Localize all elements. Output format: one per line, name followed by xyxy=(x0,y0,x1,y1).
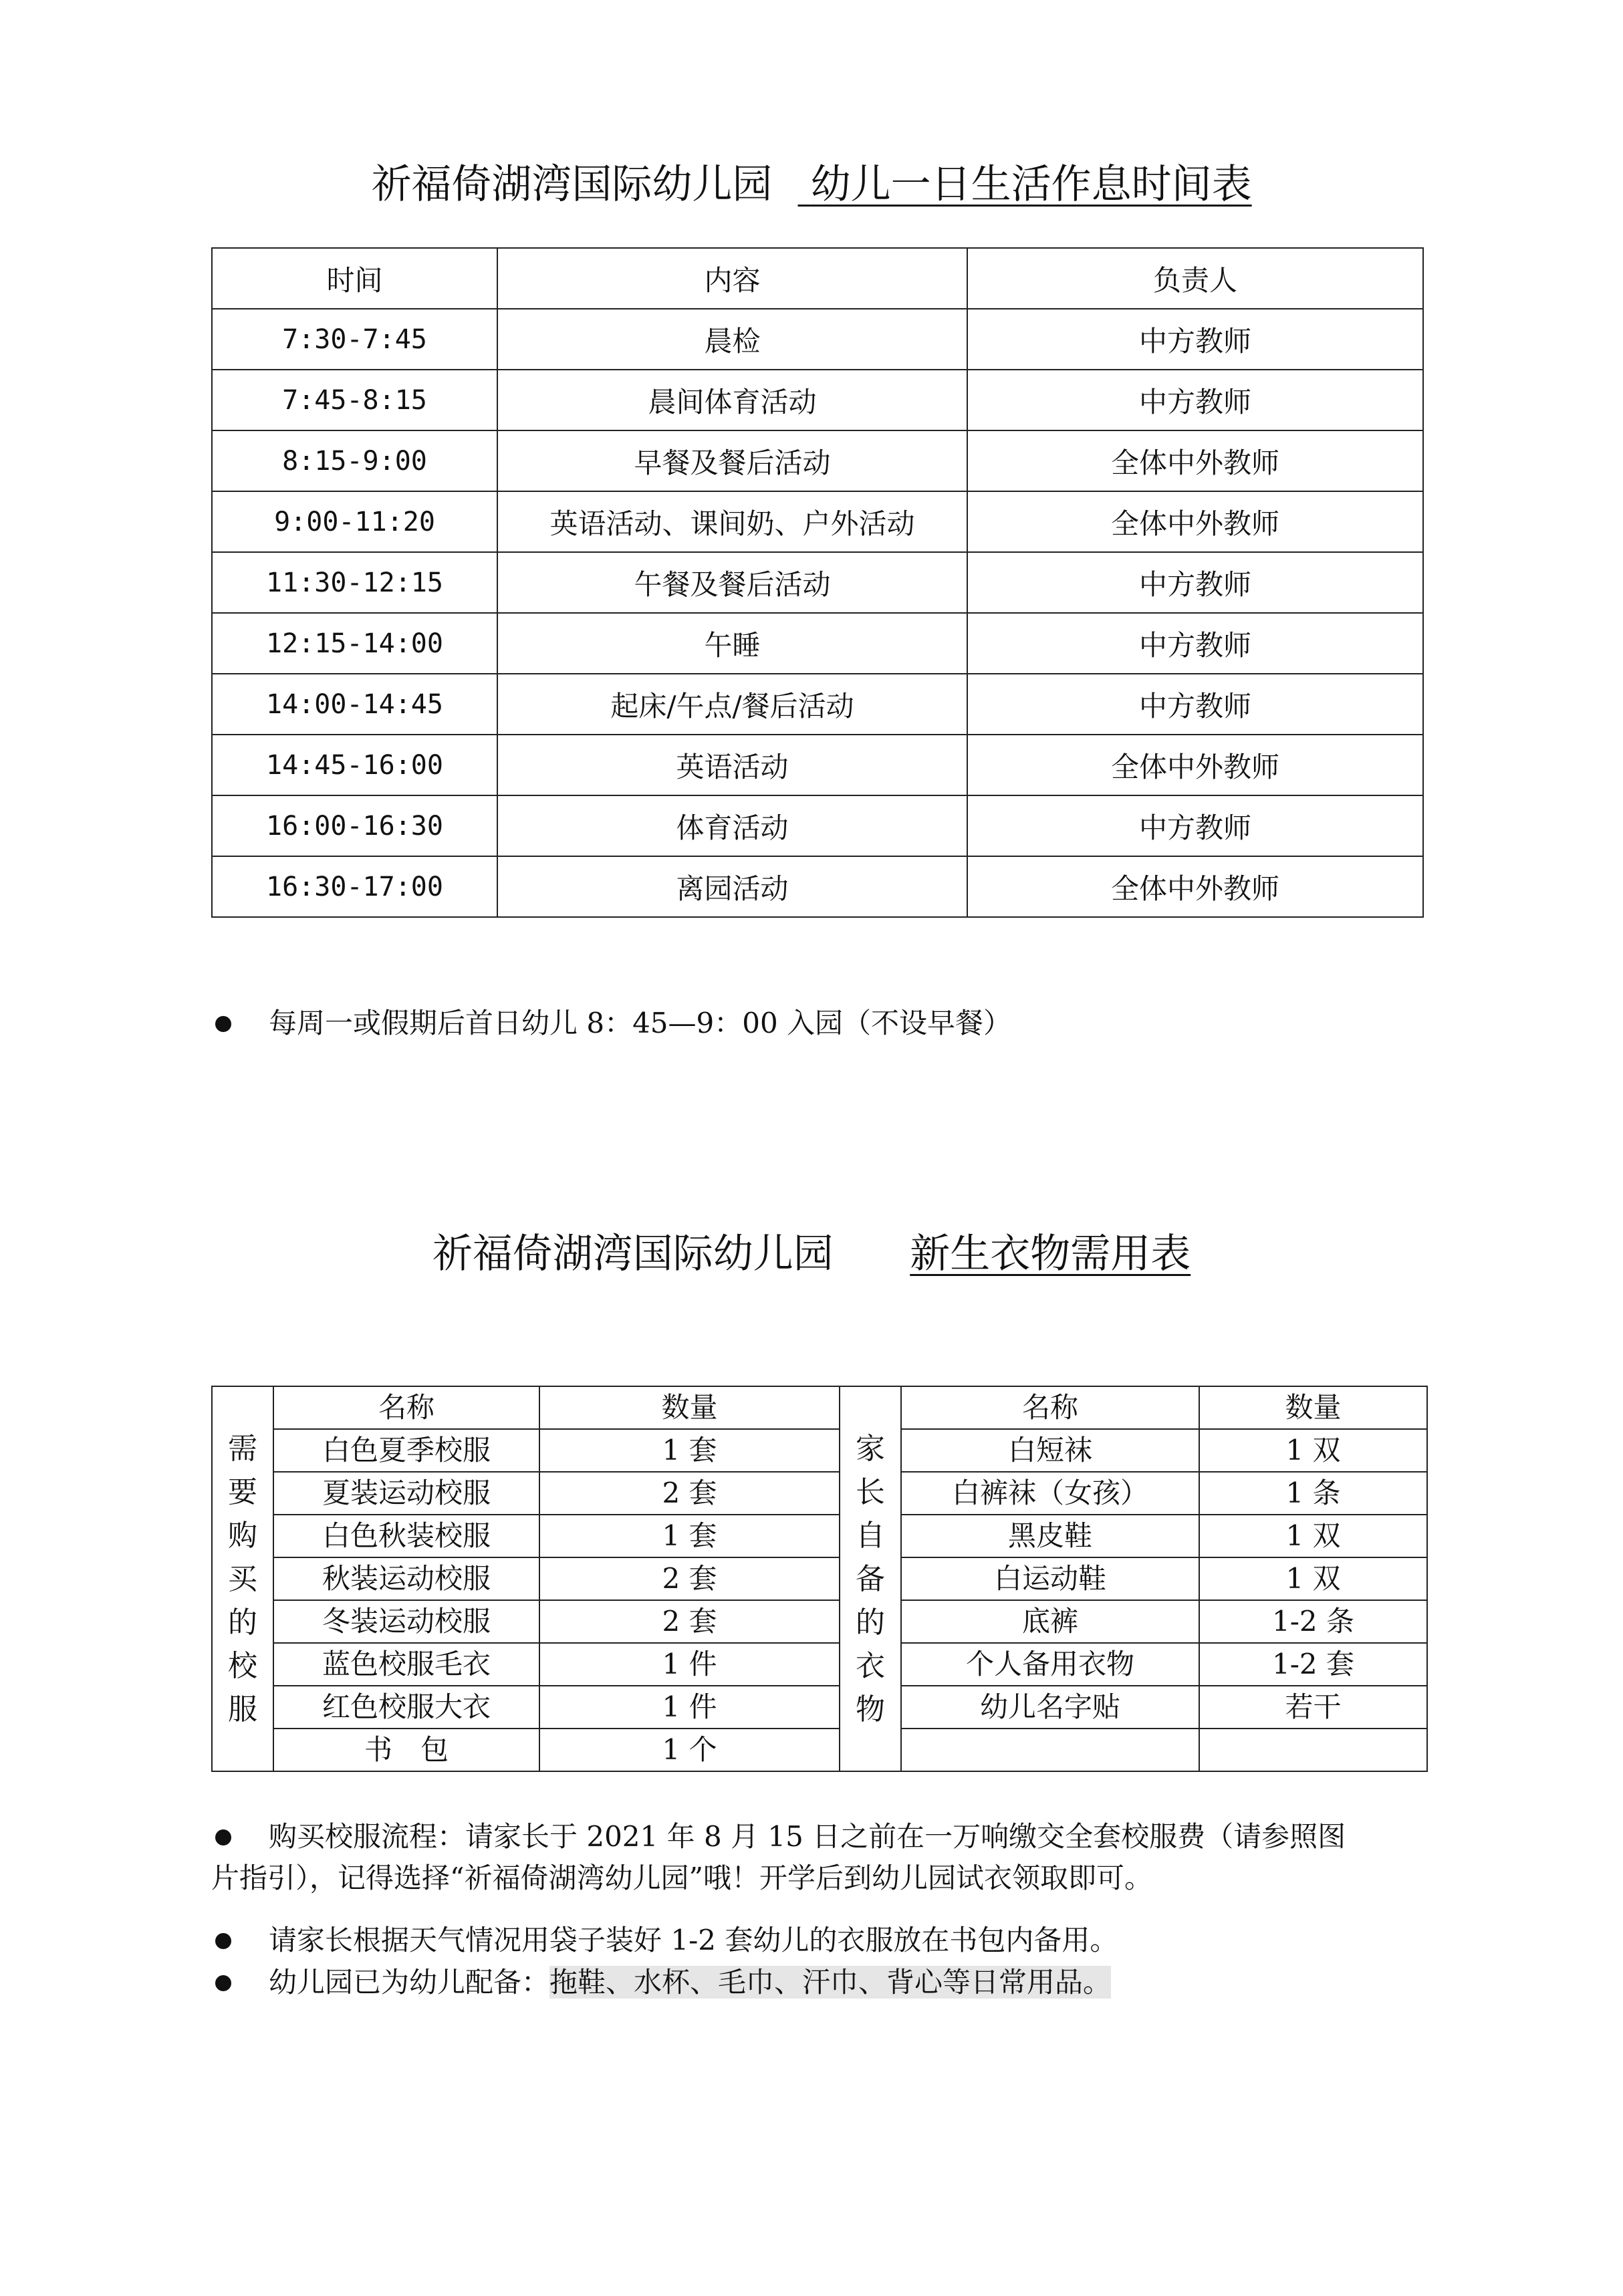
required-uniform-group-label xyxy=(212,1386,273,1771)
spare-clothes-note-text: 请家长根据天气情况用袋子装好 1-2 套幼儿的衣服放在书包内备用。 xyxy=(269,1924,1118,1956)
clothes-row xyxy=(212,1729,1427,1771)
parent-item-name-cell: 白短袜 xyxy=(901,1429,1199,1472)
parent-item-name-cell: 黑皮鞋 xyxy=(901,1515,1199,1557)
schedule-owner-cell: 中方教师 xyxy=(967,795,1423,856)
uniform-name-cell: 秋装运动校服 xyxy=(273,1557,539,1600)
clothes-header-cell: 数量 xyxy=(539,1386,840,1429)
bullet-icon xyxy=(215,1975,231,1991)
parent-item-name-cell: 幼儿名字贴 xyxy=(901,1686,1199,1729)
spare-clothes-note xyxy=(211,1920,1118,1961)
schedule-note-text: 每周一或假期后首日幼儿 8：45—9：00 入园（不设早餐） xyxy=(269,1007,1012,1039)
uniform-qty-cell: 1 个 xyxy=(539,1729,840,1771)
uniform-qty-cell: 2 套 xyxy=(539,1472,840,1515)
required-uniform-group-label-char: 要 xyxy=(228,1475,257,1509)
uniform-name-cell: 冬装运动校服 xyxy=(273,1600,539,1643)
schedule-time-cell: 11:30-12:15 xyxy=(212,552,497,613)
schedule-row xyxy=(212,552,1423,613)
clothes-title-name: 新生衣物需用表 xyxy=(910,1231,1191,1277)
uniform-name-cell: 蓝色校服毛衣 xyxy=(273,1643,539,1686)
schedule-note xyxy=(211,1003,1011,1044)
supplies-note xyxy=(211,1962,1111,2003)
schedule-content-cell: 英语活动 xyxy=(497,735,967,795)
schedule-owner-cell: 全体中外教师 xyxy=(967,735,1423,795)
uniform-qty-cell: 1 件 xyxy=(539,1686,840,1729)
uniform-name-cell: 白色夏季校服 xyxy=(273,1429,539,1472)
clothes-header-row xyxy=(212,1386,1427,1429)
uniform-qty-cell: 1 件 xyxy=(539,1643,840,1686)
parent-item-name-cell: 白运动鞋 xyxy=(901,1557,1199,1600)
required-uniform-group-label-char: 服 xyxy=(228,1692,257,1727)
schedule-row xyxy=(212,309,1423,370)
schedule-content-cell: 晨检 xyxy=(497,309,967,370)
schedule-time-cell: 14:45-16:00 xyxy=(212,735,497,795)
bullet-icon xyxy=(215,1016,231,1032)
uniform-name-cell: 红色校服大衣 xyxy=(273,1686,539,1729)
schedule-content-cell: 午睡 xyxy=(497,613,967,674)
parent-item-qty-cell: 若干 xyxy=(1199,1686,1427,1729)
clothes-row xyxy=(212,1429,1427,1472)
required-uniform-group-label-char: 需 xyxy=(228,1431,257,1466)
clothes-row xyxy=(212,1515,1427,1557)
purchase-note-line2: 片指引），记得选择“祈福倚湖湾幼儿园”哦！开学后到幼儿园试衣领取即可。 xyxy=(211,1862,1152,1894)
clothes-header-cell: 数量 xyxy=(1199,1386,1427,1429)
parent-item-name-cell: 白裤袜（女孩） xyxy=(901,1472,1199,1515)
purchase-note xyxy=(211,1816,1346,1899)
schedule-time-cell: 16:00-16:30 xyxy=(212,795,497,856)
bullet-icon xyxy=(215,1829,231,1845)
schedule-title xyxy=(0,158,1623,211)
supplies-highlight: 拖鞋、水杯、毛巾、汗巾、背心等日常用品。 xyxy=(549,1966,1112,1999)
parent-item-name-cell xyxy=(901,1729,1199,1771)
clothes-header-cell: 名称 xyxy=(273,1386,539,1429)
required-uniform-group-label-char: 买 xyxy=(228,1561,257,1596)
schedule-row xyxy=(212,370,1423,430)
parent-supplied-group-label-char: 家 xyxy=(856,1431,885,1466)
schedule-row xyxy=(212,735,1423,795)
clothes-row xyxy=(212,1686,1427,1729)
uniform-qty-cell: 1 套 xyxy=(539,1429,840,1472)
schedule-row xyxy=(212,613,1423,674)
schedule-owner-cell: 中方教师 xyxy=(967,613,1423,674)
clothes-row xyxy=(212,1557,1427,1600)
parent-item-qty-cell: 1 条 xyxy=(1199,1472,1427,1515)
schedule-table xyxy=(211,247,1424,918)
required-uniform-group-label-char: 的 xyxy=(228,1605,257,1640)
clothes-header-cell: 名称 xyxy=(901,1386,1199,1429)
schedule-row xyxy=(212,674,1423,735)
schedule-owner-cell: 全体中外教师 xyxy=(967,430,1423,491)
required-uniform-group-label-char: 购 xyxy=(228,1518,257,1553)
schedule-content-cell: 早餐及餐后活动 xyxy=(497,430,967,491)
schedule-title-name: 幼儿一日生活作息时间表 xyxy=(810,161,1252,208)
parent-item-qty-cell: 1 双 xyxy=(1199,1557,1427,1600)
uniform-qty-cell: 2 套 xyxy=(539,1600,840,1643)
parent-supplied-group-label xyxy=(840,1386,901,1771)
schedule-row xyxy=(212,491,1423,552)
clothes-row xyxy=(212,1472,1427,1515)
schedule-owner-cell: 中方教师 xyxy=(967,370,1423,430)
parent-item-qty-cell: 1-2 条 xyxy=(1199,1600,1427,1643)
schedule-content-cell: 离园活动 xyxy=(497,856,967,917)
uniform-name-cell: 夏装运动校服 xyxy=(273,1472,539,1515)
schedule-content-cell: 起床/午点/餐后活动 xyxy=(497,674,967,735)
parent-supplied-group-label-char: 物 xyxy=(856,1692,885,1727)
supplies-note-text: 幼儿园已为幼儿配备：拖鞋、水杯、毛巾、汗巾、背心等日常用品。 xyxy=(269,1966,1112,1999)
schedule-title-school: 祈福倚湖湾国际幼儿园 xyxy=(371,161,773,208)
parent-item-qty-cell: 1 双 xyxy=(1199,1429,1427,1472)
schedule-header-cell: 负责人 xyxy=(967,248,1423,309)
schedule-time-cell: 16:30-17:00 xyxy=(212,856,497,917)
parent-item-name-cell: 个人备用衣物 xyxy=(901,1643,1199,1686)
clothes-title xyxy=(0,1227,1623,1281)
schedule-time-cell: 7:30-7:45 xyxy=(212,309,497,370)
schedule-time-cell: 14:00-14:45 xyxy=(212,674,497,735)
schedule-content-cell: 晨间体育活动 xyxy=(497,370,967,430)
schedule-header-cell: 内容 xyxy=(497,248,967,309)
schedule-owner-cell: 全体中外教师 xyxy=(967,491,1423,552)
parent-supplied-group-label-char: 备 xyxy=(856,1561,885,1596)
required-uniform-group-label-char: 校 xyxy=(228,1648,257,1683)
schedule-time-cell: 7:45-8:15 xyxy=(212,370,497,430)
uniform-name-cell: 书 包 xyxy=(273,1729,539,1771)
clothes-title-school: 祈福倚湖湾国际幼儿园 xyxy=(432,1231,834,1277)
parent-supplied-group-label-char: 长 xyxy=(856,1475,885,1509)
uniform-name-cell: 白色秋装校服 xyxy=(273,1515,539,1557)
schedule-row xyxy=(212,430,1423,491)
bullet-icon xyxy=(215,1933,231,1949)
schedule-content-cell: 午餐及餐后活动 xyxy=(497,552,967,613)
parent-item-qty-cell: 1-2 套 xyxy=(1199,1643,1427,1686)
uniform-qty-cell: 2 套 xyxy=(539,1557,840,1600)
schedule-content-cell: 体育活动 xyxy=(497,795,967,856)
schedule-content-cell: 英语活动、课间奶、户外活动 xyxy=(497,491,967,552)
clothes-row xyxy=(212,1600,1427,1643)
schedule-owner-cell: 全体中外教师 xyxy=(967,856,1423,917)
schedule-row xyxy=(212,856,1423,917)
schedule-header-row xyxy=(212,248,1423,309)
parent-item-qty-cell: 1 双 xyxy=(1199,1515,1427,1557)
schedule-owner-cell: 中方教师 xyxy=(967,552,1423,613)
schedule-time-cell: 8:15-9:00 xyxy=(212,430,497,491)
schedule-time-cell: 9:00-11:20 xyxy=(212,491,497,552)
purchase-note-line1: 购买校服流程：请家长于 2021 年 8 月 15 日之前在一万响缴交全套校服费（请参照图 xyxy=(269,1820,1346,1853)
schedule-header-cell: 时间 xyxy=(212,248,497,309)
uniform-qty-cell: 1 套 xyxy=(539,1515,840,1557)
clothes-table xyxy=(211,1386,1428,1772)
schedule-time-cell: 12:15-14:00 xyxy=(212,613,497,674)
parent-supplied-group-label-char: 自 xyxy=(856,1518,885,1553)
clothes-row xyxy=(212,1643,1427,1686)
parent-item-name-cell: 底裤 xyxy=(901,1600,1199,1643)
schedule-owner-cell: 中方教师 xyxy=(967,309,1423,370)
schedule-owner-cell: 中方教师 xyxy=(967,674,1423,735)
parent-item-qty-cell xyxy=(1199,1729,1427,1771)
parent-supplied-group-label-char: 衣 xyxy=(856,1648,885,1683)
parent-supplied-group-label-char: 的 xyxy=(856,1605,885,1640)
schedule-row xyxy=(212,795,1423,856)
